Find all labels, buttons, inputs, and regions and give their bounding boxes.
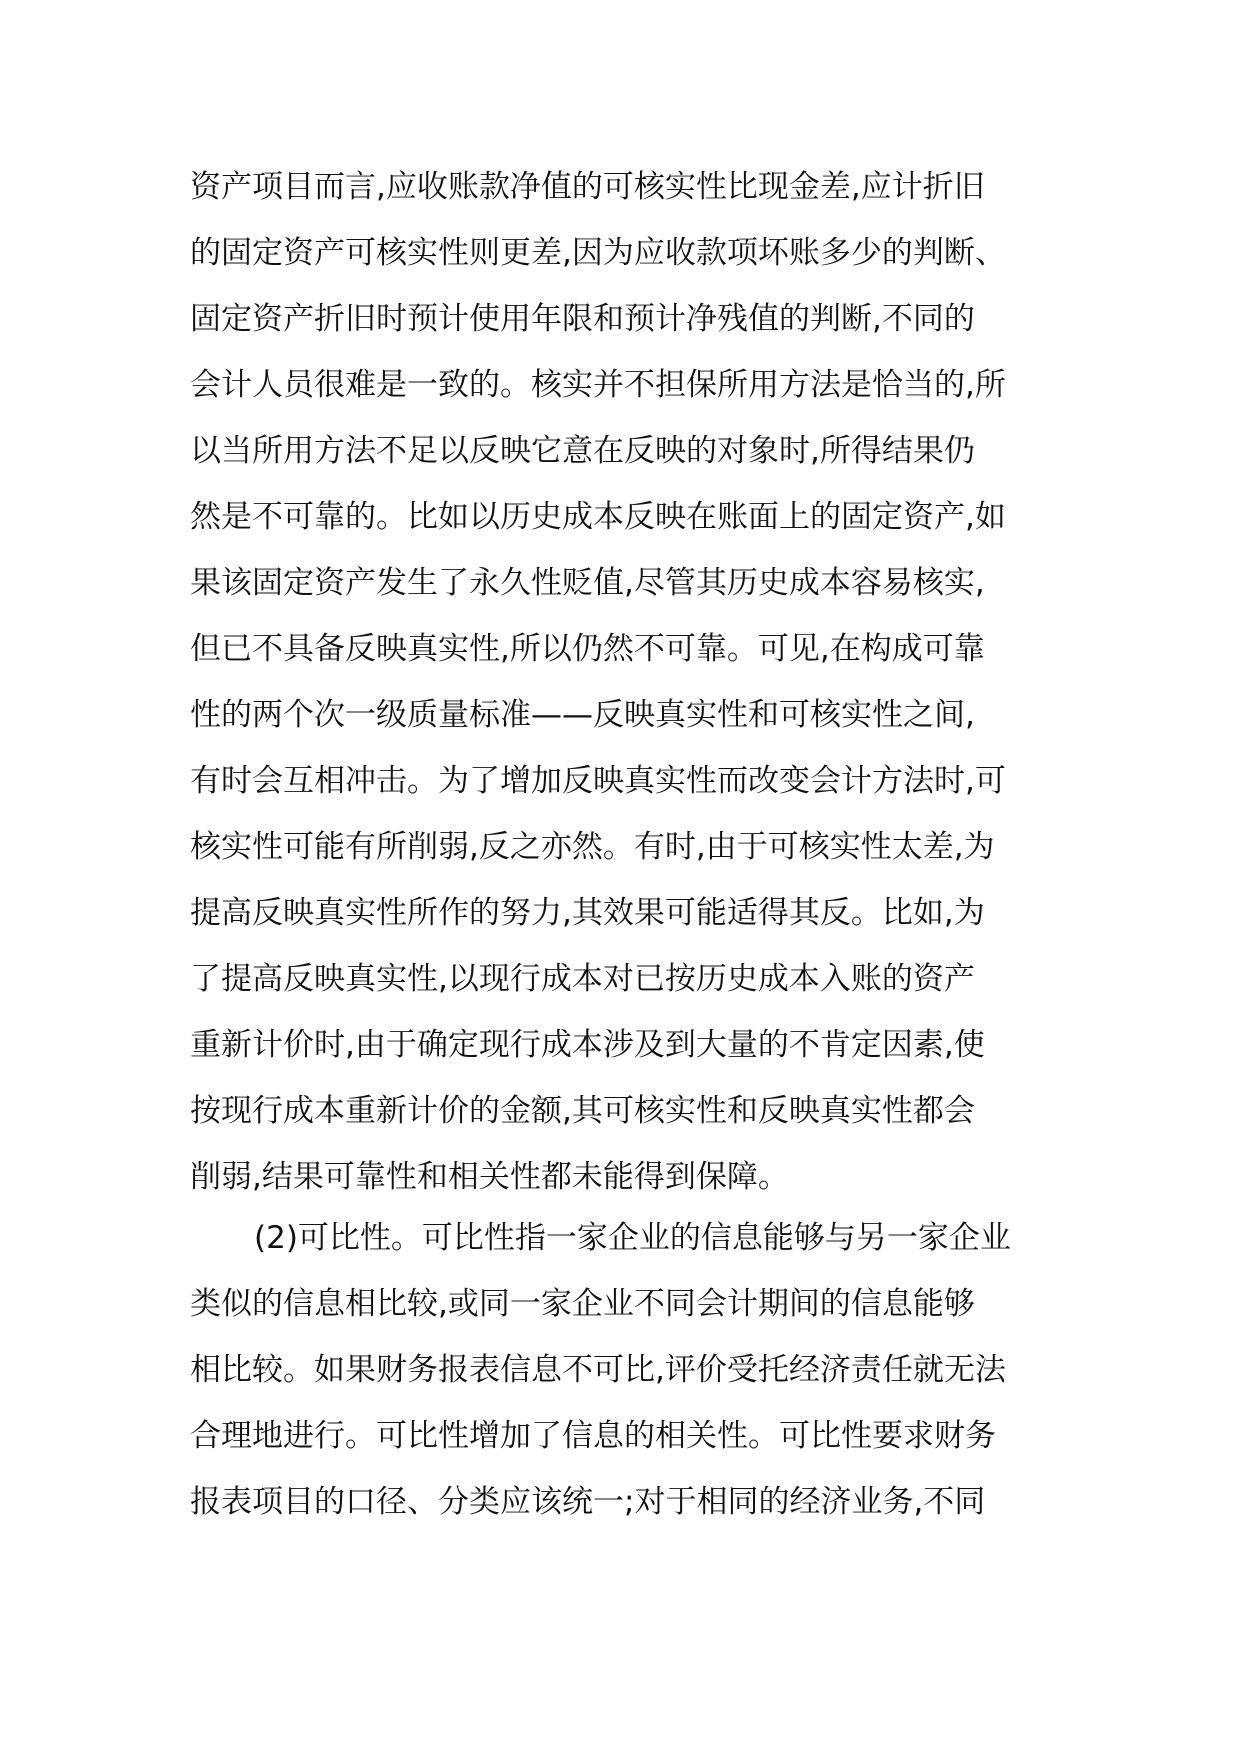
text-line: 固定资产折旧时预计使用年限和预计净残值的判断,不同的 bbox=[190, 301, 975, 337]
text-line: 相比较。如果财务报表信息不可比,评价受托经济责任就无法 bbox=[190, 1352, 1006, 1388]
text-line: 合理地进行。可比性增加了信息的相关性。可比性要求财务 bbox=[190, 1418, 996, 1454]
text-line: 资产项目而言,应收账款净值的可核实性比现金差,应计折旧 bbox=[190, 169, 985, 205]
text-line: 削弱,结果可靠性和相关性都未能得到保障。 bbox=[190, 1159, 789, 1195]
text-line: 性的两个次一级质量标准——反映真实性和可核实性之间, bbox=[190, 697, 975, 733]
text-line: 然是不可靠的。比如以历史成本反映在账面上的固定资产,如 bbox=[190, 499, 1006, 535]
text-line: 但已不具备反映真实性,所以仍然不可靠。可见,在构成可靠 bbox=[190, 631, 985, 667]
text-line: (2)可比性。可比性指一家企业的信息能够与另一家企业 bbox=[254, 1220, 1011, 1256]
text-line: 重新计价时,由于确定现行成本涉及到大量的不肯定因素,使 bbox=[190, 1027, 985, 1063]
text-line: 按现行成本重新计价的金额,其可核实性和反映真实性都会 bbox=[190, 1093, 975, 1129]
paragraph-reliability bbox=[190, 154, 1006, 1210]
text-line: 有时会互相冲击。为了增加反映真实性而改变会计方法时,可 bbox=[190, 763, 1006, 799]
text-line: 类似的信息相比较,或同一家企业不同会计期间的信息能够 bbox=[190, 1286, 975, 1322]
text-line: 报表项目的口径、分类应该统一;对于相同的经济业务,不同 bbox=[190, 1484, 986, 1520]
text-line: 了提高反映真实性,以现行成本对已按历史成本入账的资产 bbox=[190, 961, 975, 997]
text-line: 以当所用方法不足以反映它意在反映的对象时,所得结果仍 bbox=[190, 433, 975, 469]
text-line: 的固定资产可核实性则更差,因为应收款项坏账多少的判断、 bbox=[190, 235, 1006, 271]
text-line: 会计人员很难是一致的。核实并不担保所用方法是恰当的,所 bbox=[190, 367, 1006, 403]
text-line: 果该固定资产发生了永久性贬值,尽管其历史成本容易核实, bbox=[190, 565, 985, 601]
text-line: 提高反映真实性所作的努力,其效果可能适得其反。比如,为 bbox=[190, 895, 985, 931]
paragraph-comparability bbox=[190, 1205, 1011, 1535]
text-line: 核实性可能有所削弱,反之亦然。有时,由于可核实性太差,为 bbox=[190, 829, 995, 865]
